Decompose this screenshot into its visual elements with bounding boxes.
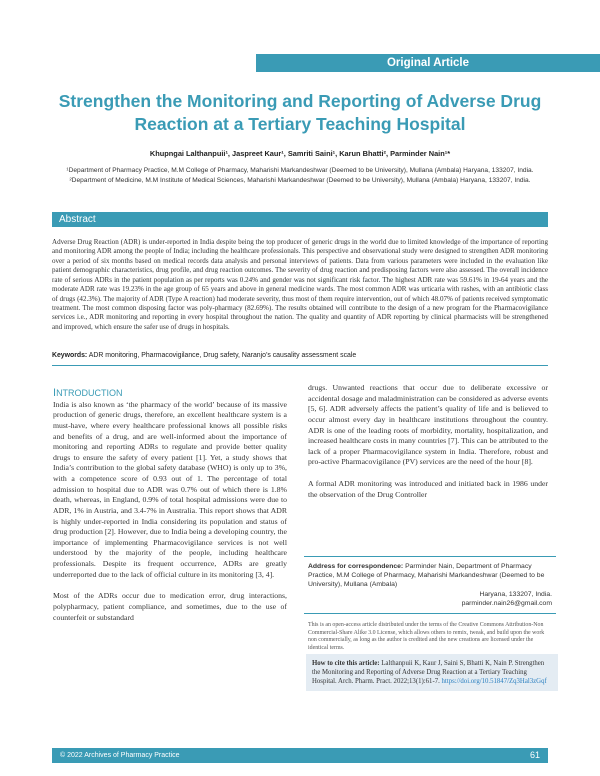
introduction-heading [53,388,287,399]
article-type-label: Original Article [386,57,469,69]
citation-text: Lalthanpuii K, Kaur J, Saini S, Bhatti K, Nain P. Strengthen the Monitoring and Reporting of Adverse Drug Reaction at a Tertiary Teaching Hospital. Arch. Pharm. Pract. 2022;13(1):61-7. [312,660,545,685]
footer-copyright: © 2022 Archives of Pharmacy Practice [60,752,180,759]
open-access-notice: This is an open-access article distributed under the terms of the Creative Commons Attribution-Non Commercial-Share Alike 3.0 License, which allows others to remix, tweak, and build upon the work non commercially, as long as the author is credited and the new creations are licensed under the identical terms. [308,622,545,652]
abstract-text: Adverse Drug Reaction (ADR) is under-reported in India despite being the top producer of generic drugs in the world due to limited knowledge of the importance of reporting and monitoring ADR among the people of India; including the healthcare professionals. This perspective and observational study were designed to strengthen ADR monitoring over a period of six months based on medical records data analysis and personal interviews of patients. Data from various parameters were included in the evaluation like patient demographic characteristics, drug profile, and drug reaction outcomes. The severity of drug reaction and predisposing factors were also assessed. The overall incidence rate of serious ADRs in the patient population as per reports was 0.24% and gender was not significant risk factor. The highest ADR rate was 59.61% in 19-64 years and the moderate ADR rate was 19.23% in the age group of 65 years and above in general medicine wards. The most common ADR was urticaria with rashes, with an antibiotic class of drugs (42.3%). The majority of ADR (Type A reaction) had moderate severity, thus most of them require intervention, out of which 48.07% of patients received symptomatic treatment. The most common disposing factor was poly-pharmacy (82.69%). The results obtained will contribute to the design of a new program for the Pharmacovigilance services i.e., ADR monitoring and reporting in every hospital throughout the nation. The quality and quantity of ADR reporting by clinical pharmacists will be strengthened and improved, which ensure the safer use of drugs in hospitals. [52,238,548,331]
keywords-text: ADR monitoring, Pharmacovigilance, Drug safety, Naranjo’s causality assessment scale [88,352,357,359]
keywords-section [52,352,548,366]
citation-box [306,654,558,691]
affiliations: ¹Department of Pharmacy Practice, M.M College of Pharmacy, Maharishi Markandeshwar (Deemed to be University), Mullana (Ambala) Haryana, 133207, India. ²Department of Medicine, M.M Institute of Medical Sciences, Maharishi Markandeshwar (Deemed to be University), Mullana (Ambala) Haryana, 133207, India. [66,167,534,184]
citation-doi-link[interactable]: https://doi.org/10.51847/Zq3Hal3zGqf [441,678,547,685]
introduction-heading-rest: NTRODUCTION [56,388,123,398]
correspondence-text: Parminder Nain, Department of Pharmacy Practice, M.M College of Pharmacy, Maharishi Markandeshwar (Deemed to be University), Mullana (Ambala) [308,563,545,589]
abstract-header [52,212,548,227]
article-title: Strengthen the Monitoring and Reporting of Adverse Drug Reaction at a Tertiary Teaching Hospital [58,91,542,134]
abstract-heading: Abstract [59,214,96,225]
correspondence-box [304,556,556,614]
article-type-banner [256,54,600,72]
page-number: 61 [529,750,540,760]
page-footer [52,748,548,763]
citation-label: How to cite this article: [312,660,380,667]
keywords-label: Keywords: [52,352,88,359]
right-column [308,383,548,500]
introduction-heading-cap: I [53,387,57,399]
author-list: Khupngai Lalthanpuii¹, Jaspreet Kaur¹, Samriti Saini¹, Karun Bhatti², Parminder Nain¹* [149,149,451,158]
left-column [53,388,287,623]
correspondence-label: Address for correspondence: [308,563,404,570]
correspondence-email[interactable]: parminder.nain26@gmail.com [461,599,552,607]
intro-paragraph-1: India is also known as ‘the pharmacy of the world’ because of its massive production of generic drugs, therefore, an excellent healthcare system is a must-have, where every healthcare professional knows all possible risks and benefits of a drug, and are well-informed about the importance of monitoring and reporting ADRs to regulate and provide better quality drugs to ensure the safety of every patient [1]. Yet, a study shows that India’s contribution to the global safety database (WHO) is only up to 3%, with a competence score of 0.93 out of 1. The percentage of total admission to hospital due to ADR was 0.7% out of which there is 1.8% death, whereas, in England, 0.9% of total hospital admissions were due to ADR, 1% in Austria, and 3.4-7% in Australia. This report shows that ADR is highly under-reported in India considering its population and status of drug production [2]. However, due to India being a developing country, the importance of implementing Pharmacovigilance services is not well understood by the majority of the people, including healthcare professionals. Despite its frequent occurrence, ADRs are greatly underreported due to the lack of official culture in its monitoring [3, 4]. [53,399,287,579]
intro-paragraph-2: Most of the ADRs occur due to medication error, drug interactions, polypharmacy, patient compliance, and sometimes, due to the use of counterfeit or substandard [53,591,287,622]
correspondence-location: Haryana, 133207, India. [479,590,552,598]
intro-paragraph-4: A formal ADR monitoring was introduced and initiated back in 1986 under the observation of the Drug Controller [308,479,548,499]
intro-paragraph-3: drugs. Unwanted reactions that occur due to deliberate excessive or accidental dosage and maladministration can be considered as adverse events [5, 6]. ADR adversely affects the patient’s quality of life and is believed to occur almost every day in healthcare institutions throughout the country. ADR is one of the leading roots of morbidity, mortality, hospitalization, and increased healthcare costs in many countries [7]. This can be attributed to the lack of a proper Pharmacovigilance system in India. Therefore, robust and pro-active Pharmacovigilance (PV) services are the need of the hour [8]. [308,383,548,467]
